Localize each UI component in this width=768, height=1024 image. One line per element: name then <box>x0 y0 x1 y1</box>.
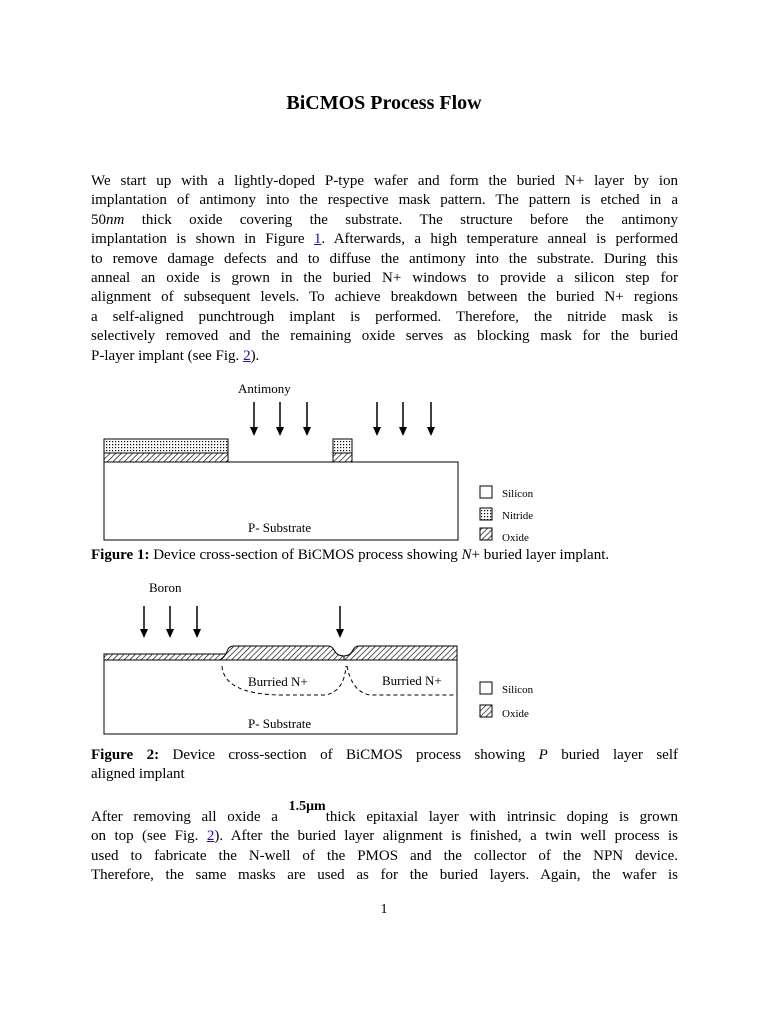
boron-label: Boron <box>149 580 182 595</box>
figure-1-link[interactable]: 1 <box>313 231 322 248</box>
text-line: implantation of antimony into the respective mask pattern. The pattern is etched in a <box>91 192 678 209</box>
legend-silicon: Silicon <box>502 488 534 500</box>
text-line: anneal an oxide is grown in the buried N+ windows to provide a silicon step for <box>91 270 678 287</box>
substrate-label: P- Substrate <box>248 520 312 535</box>
text-line: P-layer implant (see Fig. 2). <box>91 347 260 364</box>
oxide-swatch <box>480 705 492 717</box>
silicon-swatch <box>480 486 492 498</box>
text-line: After removing all oxide a 1.5μmthick epitaxial layer with intrinsic doping is grown <box>91 799 678 825</box>
implant-arrows <box>140 606 344 638</box>
text-line: a self-aligned punchtrough implant is performed. Therefore, the nitride mask is <box>91 308 678 325</box>
figure-1-caption: Figure 1: Device cross-section of BiCMOS process showing N+ buried layer implant. <box>91 547 610 563</box>
nitride-layer <box>104 439 228 453</box>
figure-2-caption: Figure 2: Device cross-section of BiCMOS process showing P buried layer self aligned implant <box>91 747 678 782</box>
page-number: 1 <box>380 902 388 917</box>
thickness-value: 1.5μm <box>288 799 326 814</box>
buried-right-label: Burried N+ <box>382 673 442 688</box>
nitride-swatch <box>480 508 492 520</box>
figure-2-link[interactable]: 2 <box>243 347 251 364</box>
legend <box>480 486 534 543</box>
text-line: 50nm thick oxide covering the substrate. The structure before the antimony <box>91 211 678 228</box>
text-line: implantation is shown in Figure 1. Afterwards, a high temperature anneal is performed <box>91 231 678 248</box>
antimony-label: Antimony <box>238 381 291 396</box>
paragraph-epitaxy <box>91 799 679 886</box>
thick-oxide <box>344 646 457 660</box>
buried-left-label: Burried N+ <box>248 674 308 689</box>
text-line: selectively removed and the remaining oxide serves as blocking mask for the buried <box>91 328 678 345</box>
text-line: We start up with a lightly-doped P-type wafer and form the buried N+ layer by ion <box>91 173 678 189</box>
oxide-swatch <box>480 528 492 540</box>
text-line: used to fabricate the N-well of the PMOS and the collector of the NPN device. <box>91 847 678 864</box>
page-title: BiCMOS Process Flow <box>286 92 482 114</box>
implant-arrows <box>250 402 435 436</box>
figure-2-link[interactable]: 2 <box>206 828 215 845</box>
silicon-swatch <box>480 682 492 694</box>
paragraph-intro <box>91 172 678 366</box>
legend <box>480 682 534 720</box>
nitride-layer <box>333 439 352 453</box>
legend-oxide: Oxide <box>502 708 529 720</box>
text-line: on top (see Fig. 2). After the buried layer alignment is finished, a twin well process is <box>91 828 679 845</box>
legend-nitride: Nitride <box>502 510 534 522</box>
legend-silicon: Silicon <box>502 684 534 696</box>
figure-1-diagram <box>100 378 550 543</box>
text-line: to remove damage defects and to diffuse the antimony into the substrate. During this <box>91 250 678 267</box>
figure-2-diagram <box>100 576 550 736</box>
text-line: alignment of subsequent levels. To achieve breakdown between the buried N+ regions <box>91 289 678 306</box>
thin-oxide <box>104 654 228 660</box>
thick-oxide <box>218 646 344 660</box>
oxide-layer <box>333 453 352 462</box>
legend-oxide: Oxide <box>502 532 529 543</box>
oxide-layer <box>104 453 228 462</box>
text-line: Therefore, the same masks are used as for the buried layers. Again, the wafer is <box>91 867 678 884</box>
substrate-label: P- Substrate <box>248 716 312 731</box>
